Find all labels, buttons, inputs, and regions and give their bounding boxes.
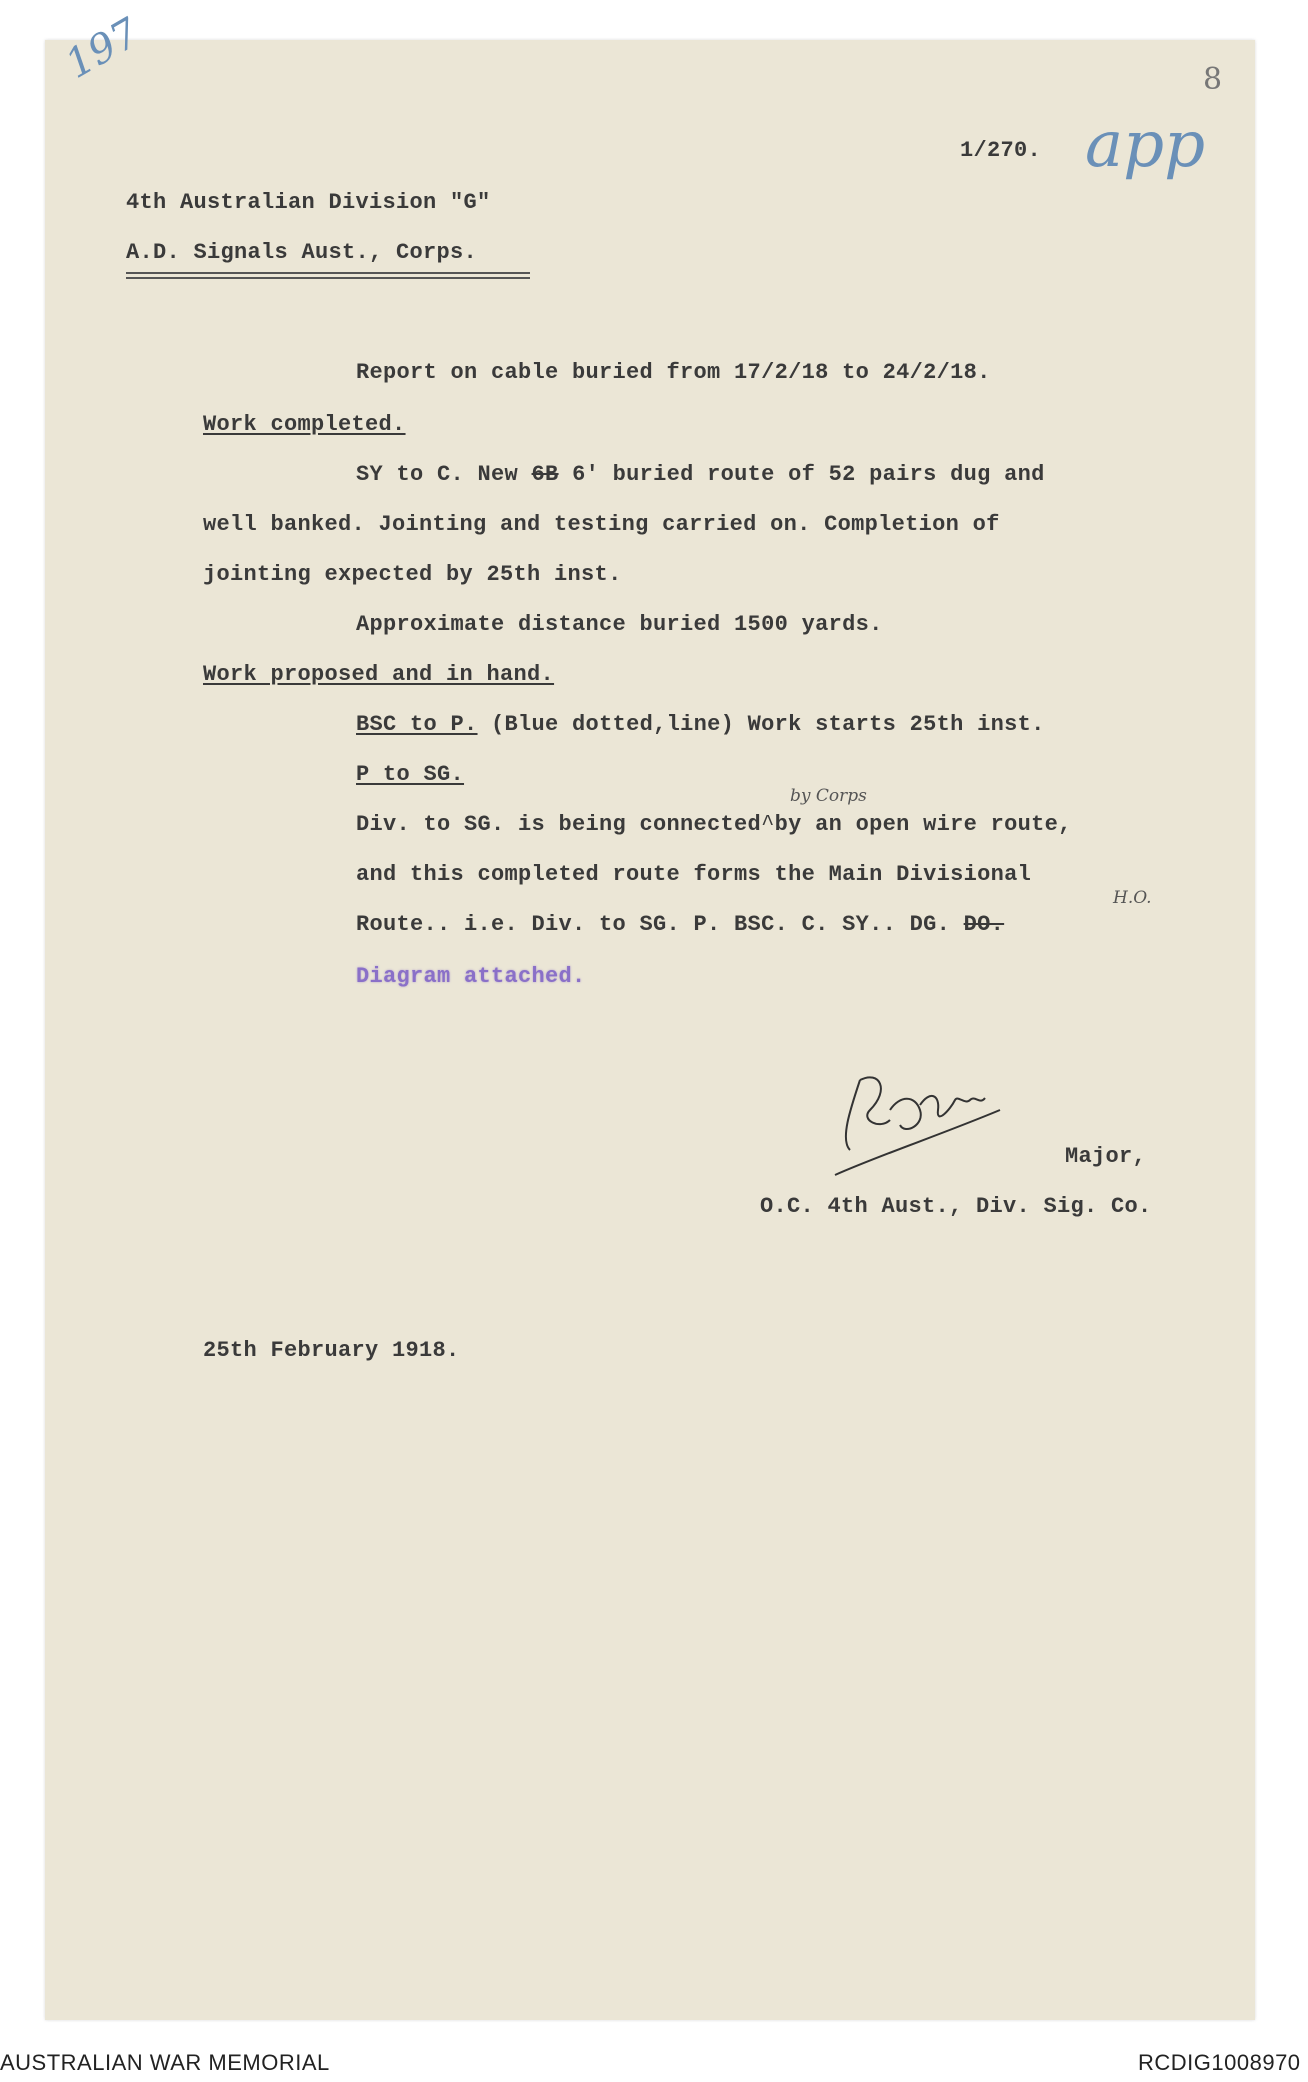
- route-line-3-struck: DO.: [963, 912, 1005, 937]
- report-intro: Report on cable buried from 17/2/18 to 24/2/18.: [356, 360, 991, 385]
- addressee-line-1: 4th Australian Division "G": [126, 190, 491, 215]
- route-line-3-text: Route.. i.e. Div. to SG. P. BSC. C. SY.. DG.: [356, 912, 951, 937]
- section-title-work-proposed: Work proposed and in hand.: [203, 662, 555, 687]
- para2-distance: Approximate distance buried 1500 yards.: [356, 612, 883, 637]
- folio-number-right: 8: [1203, 62, 1223, 97]
- div-line-before: Div. to SG. is being connected: [356, 812, 762, 837]
- para1-rest: 6' buried route of 52 pairs dug and: [572, 462, 1045, 487]
- app-mark: app: [1085, 108, 1206, 182]
- route-correction-ho: H.O.: [1113, 888, 1152, 908]
- signature-image: [820, 1040, 1020, 1180]
- para1-line2: well banked. Jointing and testing carried on. Completion of: [203, 512, 1000, 537]
- bsc-label: BSC to P.: [356, 712, 478, 737]
- addressee-line-2: A.D. Signals Aust., Corps.: [126, 240, 478, 265]
- para1-line1: [356, 462, 1045, 487]
- div-line-after: by an open wire route,: [774, 812, 1072, 837]
- footer-archive-name: AUSTRALIAN WAR MEMORIAL: [0, 2050, 330, 2075]
- diagram-attached: Diagram attached.: [356, 964, 586, 989]
- div-to-sg-line: [356, 812, 1072, 837]
- header-double-rule: [126, 272, 530, 279]
- signatory-rank: Major,: [1065, 1144, 1147, 1169]
- section-title-work-completed: Work completed.: [203, 412, 406, 437]
- caret-mark: ^: [761, 812, 775, 837]
- route-line-3: [356, 912, 1004, 937]
- p-to-sg-title: P to SG.: [356, 762, 465, 787]
- route-line-2: and this completed route forms the Main Divisional: [356, 862, 1032, 887]
- insert-note-by-corps: by Corps: [790, 786, 867, 806]
- para1-prefix: SY to C. New: [356, 462, 519, 487]
- bsc-line: [356, 712, 1045, 737]
- para1-line3: jointing expected by 25th inst.: [203, 562, 622, 587]
- document-date: 25th February 1918.: [203, 1338, 460, 1363]
- reference-number: 1/270.: [960, 138, 1042, 163]
- bsc-text: (Blue dotted,line) Work starts 25th inst.: [491, 712, 1045, 737]
- para1-struck-text: 6B: [531, 462, 559, 487]
- document-page: [45, 40, 1255, 2020]
- footer-record-id: RCDIG1008970: [1138, 2050, 1301, 2075]
- signatory-title: O.C. 4th Aust., Div. Sig. Co.: [760, 1194, 1152, 1219]
- folio-number-left: 197: [58, 9, 148, 88]
